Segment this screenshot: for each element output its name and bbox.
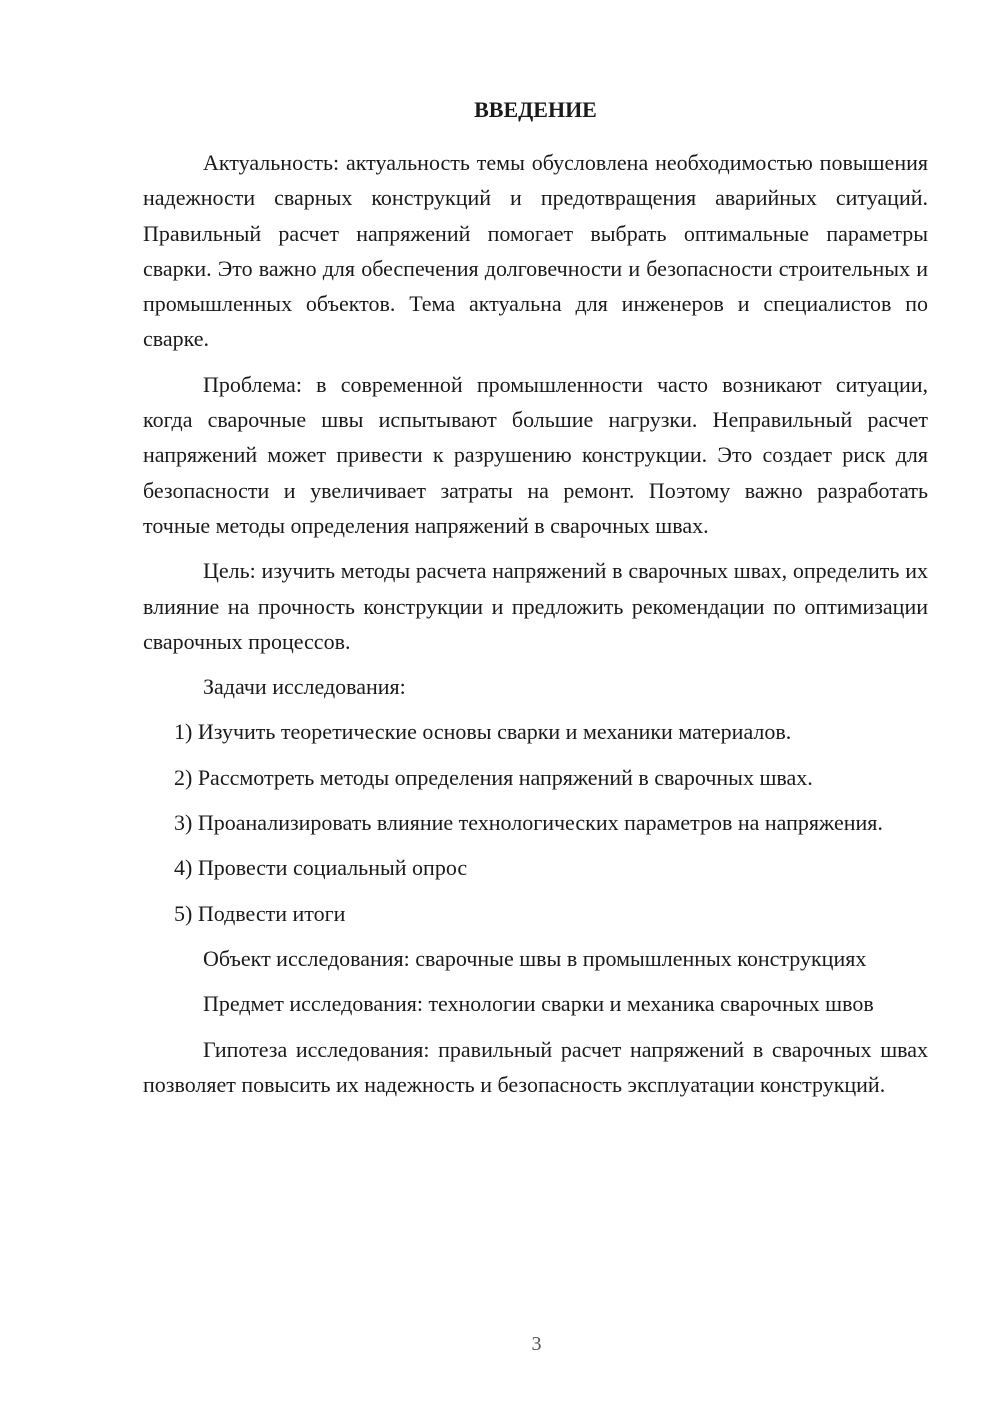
- task-item-2: 2) Рассмотреть методы определения напряжений в сварочных швах.: [174, 764, 813, 790]
- document-page: [143, 92, 928, 1112]
- paragraph-goal: Цель: изучить методы расчета напряжений в сварочных швах, определить их влияние на прочность конструкции и предложить рекомендации по оптимизации сварочных процессов.: [143, 558, 928, 654]
- paragraph-subject: Предмет исследования: технологии сварки и механика сварочных швов: [203, 991, 874, 1017]
- task-item-3: 3) Проанализировать влияние технологических параметров на напряжения.: [174, 810, 883, 836]
- tasks-title: Задачи исследования:: [203, 674, 406, 700]
- paragraph-problem: Проблема: в современной промышленности часто возникают ситуации, когда сварочные швы испытывают большие нагрузки. Неправильный расчет напряжений может привести к разрушению конструкции. Это создает риск для безопасности и увеличивает затраты на ремонт. Поэтому важно разработать точные методы определения напряжений в сварочных швах.: [143, 371, 928, 538]
- section-heading: ВВЕДЕНИЕ: [474, 97, 597, 122]
- paragraph-hypothesis: Гипотеза исследования: правильный расчет напряжений в сварочных швах позволяет повысить их надежность и безопасность эксплуатации конструкций.: [143, 1036, 928, 1097]
- paragraph-relevance: Актуальность: актуальность темы обусловлена необходимостью повышения надежности сварных конструкций и предотвращения аварийных ситуаций. Правильный расчет напряжений помогает выбрать оптимальные параметры сварки. Это важно для обеспечения долговечности и безопасности строительных и промышленных объектов. Тема актуальна для инженеров и специалистов по сварке.: [143, 150, 928, 352]
- task-item-1: 1) Изучить теоретические основы сварки и механики материалов.: [174, 719, 792, 745]
- paragraph-object: Объект исследования: сварочные швы в промышленных конструкциях: [203, 945, 867, 971]
- task-item-4: 4) Провести социальный опрос: [174, 855, 468, 881]
- task-item-5: 5) Подвести итоги: [174, 900, 346, 926]
- page-number: 3: [531, 1333, 542, 1355]
